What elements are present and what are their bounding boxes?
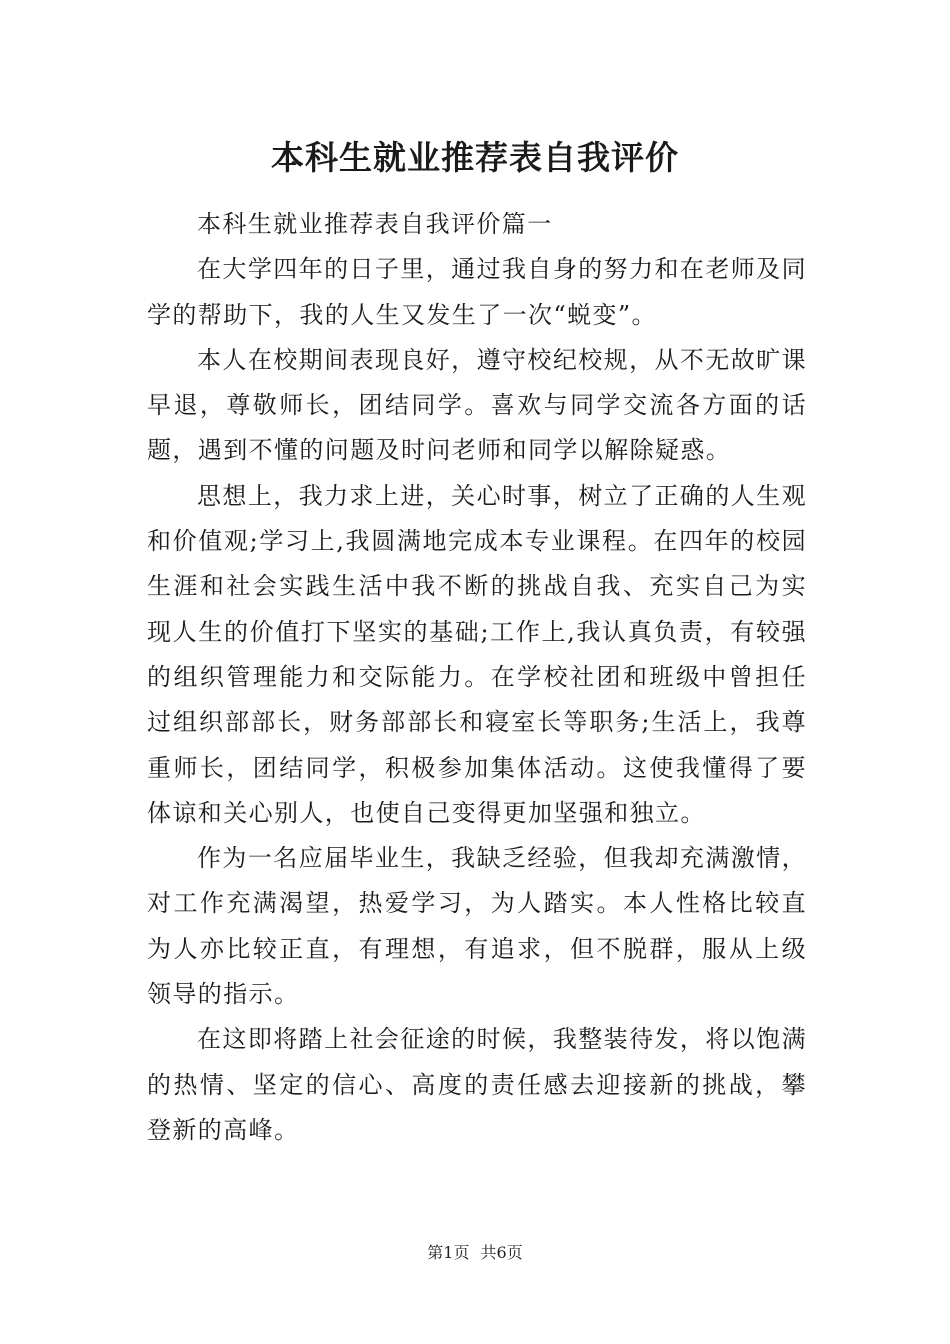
body-paragraph: 本人在校期间表现良好，遵守校纪校规，从不无故旷课早退，尊敬师长，团结同学。喜欢与同学交流各方面的话题，遇到不懂的问题及时问老师和同学以解除疑惑。 [147, 345, 807, 465]
body-paragraph: 作为一名应届毕业生，我缺乏经验，但我却充满激情，对工作充满渴望，热爱学习，为人踏实。本人性格比较直为人亦比较正直，有理想，有追求，但不脱群，服从上级领导的指示。 [147, 844, 807, 1009]
document-title: 本科生就业推荐表自我评价 [271, 138, 679, 177]
page-footer [0, 1242, 950, 1264]
body-paragraph: 思想上，我力求上进，关心时事，树立了正确的人生观和价值观;学习上,我圆满地完成本专业课程。在四年的校园生涯和社会实践生活中我不断的挑战自我、充实自己为实现人生的价值打下坚实的基础;工作上,我认真负责，有较强的组织管理能力和交际能力。在学校社团和班级中曾担任过组织部部长，财务部部长和寝室长等职务;生活上，我尊重师长，团结同学，积极参加集体活动。这使我懂得了要体谅和关心别人，也使自己变得更加坚强和独立。 [147, 481, 807, 827]
section-heading: 本科生就业推荐表自我评价篇一 [197, 210, 553, 238]
body-paragraph: 在这即将踏上社会征途的时候，我整装待发，将以饱满的热情、坚定的信心、高度的责任感去迎接新的挑战，攀登新的高峰。 [147, 1025, 807, 1144]
body-paragraph: 在大学四年的日子里，通过我自身的努力和在老师及同学的帮助下，我的人生又发生了一次“蜕变”。 [147, 255, 807, 329]
page-number: 第1页 [427, 1243, 470, 1262]
page-total: 共6页 [480, 1243, 523, 1262]
document-body [147, 202, 807, 1153]
